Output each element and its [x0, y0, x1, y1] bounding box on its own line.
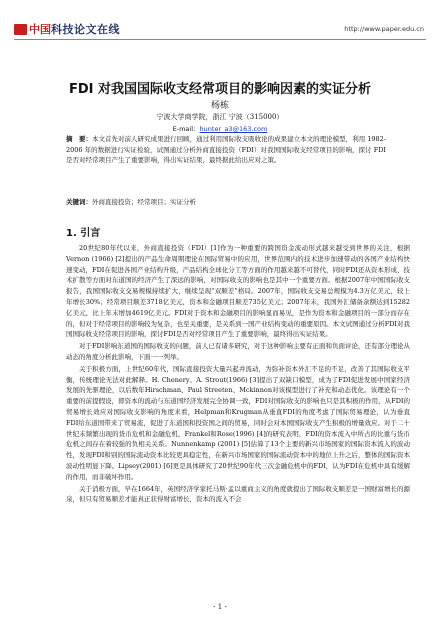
- body-paragraph: 关于积极方面，上世纪60年代，国际直接投资大量兴起并流动，为弥补资本外汇不足的不足，改善了其国际收支平衡，传统理论无法对此解释。H. Chenery、A. Strout(1966) [3]提出了双缺口模型，成为了FDI促进发展中国家经济发展的先驱理论，以后数年Hirschman、Paul Streeten、Mckinnon对该模型进行了补充和动态优化。该理论有一个重要的前提假设，即资本的流动与东道国经济发展完全协调一致，FDI对国际收支的影响也只是其积极的作用，从FDI的贸易增长效应对国际收支影响的角度来看，Helpman和Krugman从垂直FDI的角度考虑了国际贸易理论，认为垂直FDI给东道国带来了贸易流，促进了东道国和投资国之间的贸易，同时会对本国国际收支产生积极的增量效应。对于二十世纪末频繁出现的货币危机和金融危机，Frankel和Rose(1996) [4]的研究表明，FDI的资本流入中所占的比重与货币危机之间存在着较强的负相关关系。Nunnenkamp (2001) [5]估算了13个主要的新兴市场国家的国际资本流入的波动性，发现FDI和别的国际流动资本比较更具稳定性，在新兴市场国家的国际流动资本中的地位上升之后，整体的国际资本波动性明显下降。Lipsey(2001) [6]更是具体研究了20世纪90年代三次金融危机中的FDI，认为FDI在危机中具有缓解的作用，而非破坏作用。: [66, 364, 410, 481]
- keywords-label: 关键词：: [66, 198, 92, 206]
- section-heading: 1. 引言: [66, 228, 101, 239]
- page-number: - 1 -: [213, 603, 227, 611]
- body-paragraph: 对于FDI影响东道国的国际收支的问题，前人已有诸多研究，对于这种影响主要有正面和负面评论，还有部分理论从动态的角度分析此影响，下面一一列举。: [66, 342, 410, 361]
- keywords: [66, 197, 386, 207]
- body-paragraph: 关于消极方面，早在1664年，英国经济学家托马斯·孟以重商主义的角度就提出了国际收支顺差是一国财富增长的源泉，但只有贸易顺差才能真正获得财富增长，资本的流入不会: [66, 484, 410, 504]
- section-body: [66, 243, 410, 506]
- site-url[interactable]: http://www.paper.edu.cn: [344, 25, 424, 33]
- site-logo[interactable]: [14, 21, 120, 37]
- logo-text-main: 科技论文在线: [51, 23, 120, 36]
- header-divider: [14, 39, 426, 40]
- abstract-text: 本文首先对前人研究成果进行回顾，通过利用国际收支吸收论的成果建立本文的理论模型，利用 1982-2006 年的数据进行实证检验，试图通过分析外商直接投资（FDI）对我国国际收支经常项目的影响，探讨 FDI 是否对经常项目产生了重要影响，得出实证结果，最终据此给出应对之策。: [66, 135, 387, 164]
- paper-affiliation: 宁波大学商学院，浙江 宁波（315000）: [156, 113, 284, 121]
- paper-title: FDI 对我国国际收支经常项目的影响因素的实证分析: [68, 82, 372, 97]
- logo-mark-icon: [14, 24, 27, 35]
- email-label: E-mail：: [172, 125, 200, 133]
- abstract-label: 摘 要：: [66, 135, 93, 143]
- author-email: [0, 124, 440, 133]
- logo-text-china: 中国: [29, 23, 51, 36]
- body-paragraph: 20世纪80年代以来，外商直接投资（FDI）[1]作为一种重要的跨国资金流动形式越来越受到世界的关注，根据Vernon (1966) [2]提出的产品生命周期理论在国际贸易中的应用，世界范围内的技术进步加速带动的各国产业结构快速变动，FDI在促进各国产业结构升级，产品结构全球化分工等方面的作用越来越不可替代，同时FDI还从资本形成、技术扩散等方面对东道国的经济产生了深远的影响，对国际收支的影响也是其中一个重要方面。根据2007年中国国际收支报告，我国国际收支交易规模持续扩大，继续呈现“双顺差”格局。2007年，国际收支交易总规模为4.3万亿美元，较上年增长30%；经常项目顺差3718亿美元，资本和金融项目顺差735亿美元；2007年末，我国外汇储备余额达到15282亿美元，比上年末增加4619亿美元。FDI对于资本和金融项目的影响显而易见，是作为资本和金融项目的一部分而存在的，但对于经常项目的影响较为复杂，也至关重要，是关系到一国产业结构变动的重要原因。本文试图通过分析FDI对我国国际收支经常项目的影响，探讨FDI是否对经常项目产生了重要影响，最终得出实证结果。: [66, 244, 410, 339]
- site-header: [0, 0, 440, 40]
- email-link[interactable]: hunter_a3@163.com: [199, 125, 268, 133]
- abstract: [66, 134, 386, 166]
- paper-author: 杨栋: [210, 101, 229, 111]
- keywords-text: 外商直接投资；经常项目；实证分析: [92, 198, 196, 206]
